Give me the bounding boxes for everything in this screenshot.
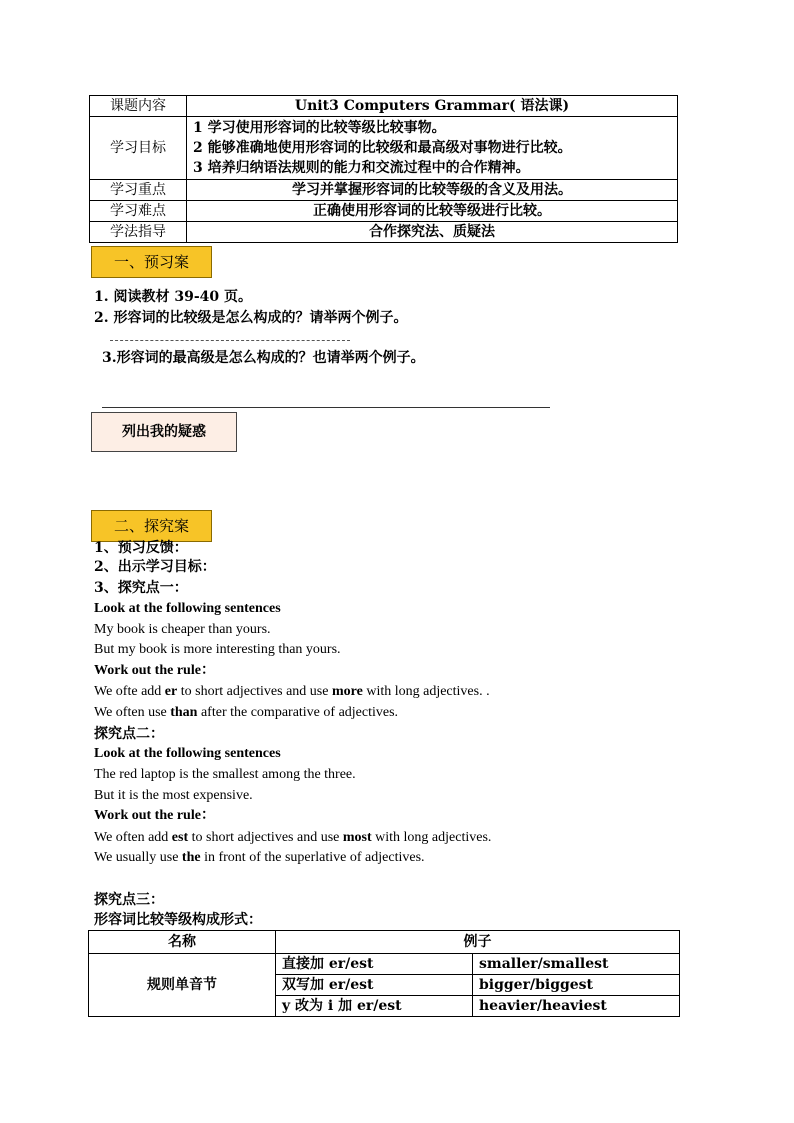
rule-cell: 双写加 er/est	[276, 975, 473, 996]
explore-item-2: 2、出示学习目标：	[94, 559, 216, 575]
point2-rule-2	[94, 848, 425, 868]
rule-text: with long adjectives. .	[362, 684, 490, 699]
rule-cell: y 改为 i 加 er/est	[276, 996, 473, 1017]
rule-text: We often add	[94, 830, 172, 845]
rule-text: We usually use	[94, 850, 182, 865]
goal-item: 2 能够准确地使用形容词的比较级和最高级对事物进行比较。	[193, 140, 572, 156]
point2-sentence-1: The red laptop is the smallest among the three.	[94, 767, 356, 782]
rule-text: We ofte add	[94, 684, 165, 699]
preview-question-3: 3.形容词的最高级是怎么构成的？也请举两个例子。	[102, 350, 425, 366]
point3-subtitle: 形容词比较等级构成形式：	[94, 912, 262, 928]
table-header-row	[89, 931, 680, 954]
point1-title: 3、探究点一：	[94, 580, 188, 596]
header-name: 名称	[89, 931, 276, 954]
answer-line	[110, 340, 350, 341]
method-value: 合作探究法、质疑法	[187, 222, 678, 243]
explore-banner: 二、探究案	[91, 510, 212, 542]
header-example: 例子	[276, 931, 680, 954]
rule-keyword: than	[170, 705, 198, 720]
table-row	[90, 180, 678, 201]
point1-rule-title: Work out the rule：	[94, 663, 215, 678]
rule-text: We often use	[94, 705, 171, 720]
lesson-info-table	[89, 95, 678, 243]
rule-text: after the comparative of adjectives.	[197, 705, 399, 720]
point1-sentence-2: But my book is more interesting than yours.	[94, 642, 341, 657]
rule-keyword: more	[331, 684, 363, 699]
topic-value: Unit3 Computers Grammar( 语法课)	[187, 96, 678, 117]
doubts-box: 列出我的疑惑	[91, 412, 237, 452]
answer-line	[102, 407, 550, 408]
preview-banner: 一、预习案	[91, 246, 212, 278]
rule-keyword: er	[164, 684, 178, 699]
example-cell: smaller/smallest	[473, 954, 680, 975]
point2-rule-1	[94, 828, 491, 848]
topic-label: 课题内容	[90, 96, 187, 117]
table-row	[90, 117, 678, 180]
example-cell: heavier/heaviest	[473, 996, 680, 1017]
goal-item: 3 培养归纳语法规则的能力和交流过程中的合作精神。	[193, 160, 530, 176]
rule-text: in front of the superlative of adjectives.	[200, 850, 425, 865]
rule-keyword: est	[171, 830, 189, 845]
point1-sentence-1: My book is cheaper than yours.	[94, 622, 271, 637]
preview-question-2: 2. 形容词的比较级是怎么构成的？请举两个例子。	[94, 310, 408, 326]
table-row	[90, 201, 678, 222]
goals-cell	[187, 117, 678, 180]
comparison-forms-table	[88, 930, 680, 1017]
point2-sentence-2: But it is the most expensive.	[94, 788, 253, 803]
method-label: 学法指导	[90, 222, 187, 243]
preview-question-1: 1. 阅读教材 39-40 页。	[94, 289, 253, 305]
rule-text: to short adjectives and use	[188, 830, 343, 845]
key-value: 学习并掌握形容词的比较等级的含义及用法。	[187, 180, 678, 201]
point1-rule-1	[94, 682, 490, 702]
example-cell: bigger/biggest	[473, 975, 680, 996]
point3-title: 探究点三：	[94, 892, 164, 908]
goals-label: 学习目标	[90, 117, 187, 180]
difficult-label: 学习难点	[90, 201, 187, 222]
explore-item-1: 1、预习反馈：	[94, 540, 188, 556]
rule-keyword: most	[342, 830, 372, 845]
point2-look: Look at the following sentences	[94, 746, 281, 761]
rule-text: with long adjectives.	[371, 830, 492, 845]
point1-look: Look at the following sentences	[94, 601, 281, 616]
point2-rule-title: Work out the rule：	[94, 808, 215, 823]
group-cell: 规则单音节	[89, 954, 276, 1017]
point1-rule-2	[94, 703, 398, 723]
table-row	[90, 96, 678, 117]
goal-item: 1 学习使用形容词的比较等级比较事物。	[193, 120, 446, 136]
table-row	[89, 954, 680, 975]
rule-text: to short adjectives and use	[177, 684, 332, 699]
table-row	[90, 222, 678, 243]
key-label: 学习重点	[90, 180, 187, 201]
difficult-value: 正确使用形容词的比较等级进行比较。	[187, 201, 678, 222]
rule-keyword: the	[181, 850, 201, 865]
rule-cell: 直接加 er/est	[276, 954, 473, 975]
point2-title: 探究点二：	[94, 726, 164, 742]
